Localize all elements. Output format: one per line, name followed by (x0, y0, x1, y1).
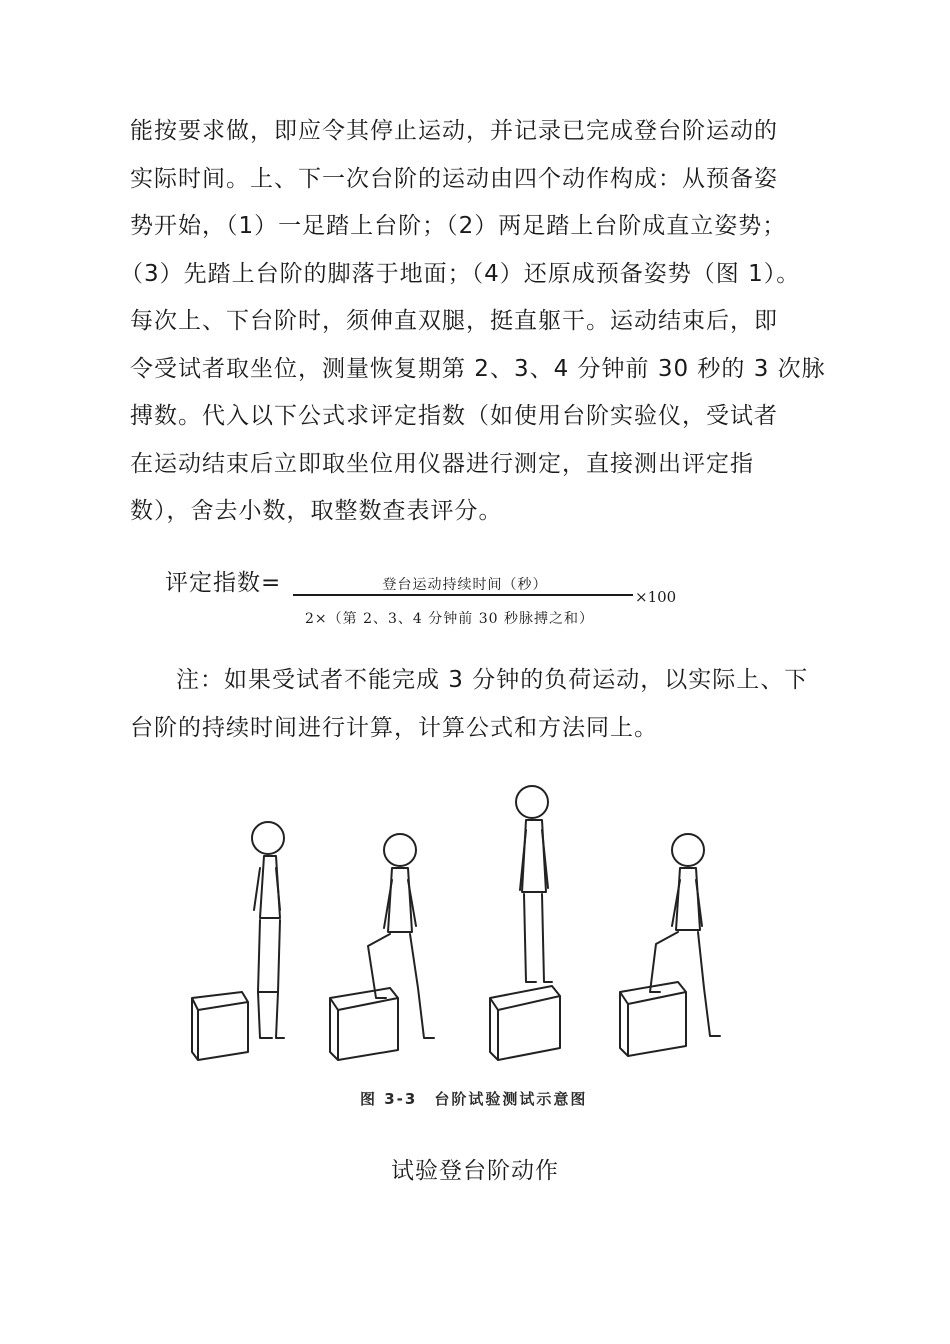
formula-denominator: 2×（第 2、3、4 分钟前 30 秒脉搏之和） (305, 611, 594, 627)
text-line: （3）先踏上台阶的脚落于地面；（4）还原成预备姿势（图 1）。 (120, 260, 801, 287)
note-paragraph (130, 657, 845, 752)
figure-inner-caption: 图 3-3 台阶试验测试示意图 (360, 1090, 588, 1108)
text-line: 在运动结束后立即取坐位用仪器进行测定，直接测出评定指 (130, 450, 754, 477)
text-line: 数），舍去小数，取整数查表评分。 (130, 498, 503, 524)
text-line: 能按要求做，即应令其停止运动，并记录已完成登台阶运动的 (130, 118, 778, 144)
step-test-illustration (180, 770, 770, 1120)
figure-one-foot-up (330, 834, 434, 1060)
body-paragraph-1 (120, 108, 845, 536)
formula-label: 评定指数= (165, 570, 282, 596)
step-test-drawing (180, 770, 770, 1120)
text-line: 注：如果受试者不能完成 3 分钟的负荷运动，以实际上、下 (176, 667, 809, 693)
figure-stepping-down (620, 834, 720, 1056)
text-line: 实际时间。上、下一次台阶的运动由四个动作构成：从预备姿 (130, 165, 778, 192)
text-line: 势开始，（1）一足踏上台阶；（2）两足踏上台阶成直立姿势； (130, 213, 787, 239)
figure-caption: 试验登台阶动作 (391, 1158, 559, 1184)
text-line: 搏数。代入以下公式求评定指数（如使用台阶实验仪，受试者 (130, 403, 778, 429)
formula-multiplier: ×100 (635, 588, 677, 606)
text-line: 令受试者取坐位，测量恢复期第 2、3、4 分钟前 30 秒的 3 次脉 (130, 355, 826, 382)
formula-numerator: 登台运动持续时间（秒） (382, 577, 548, 593)
figure-both-feet-up (490, 786, 560, 1060)
text-line: 每次上、下台阶时，须伸直双腿，挺直躯干。运动结束后，即 (130, 308, 778, 334)
text-line: 台阶的持续时间进行计算，计算公式和方法同上。 (130, 714, 658, 741)
fraction-bar (293, 594, 633, 596)
figure-ready-stance (192, 822, 284, 1060)
rating-index-formula (165, 560, 765, 640)
